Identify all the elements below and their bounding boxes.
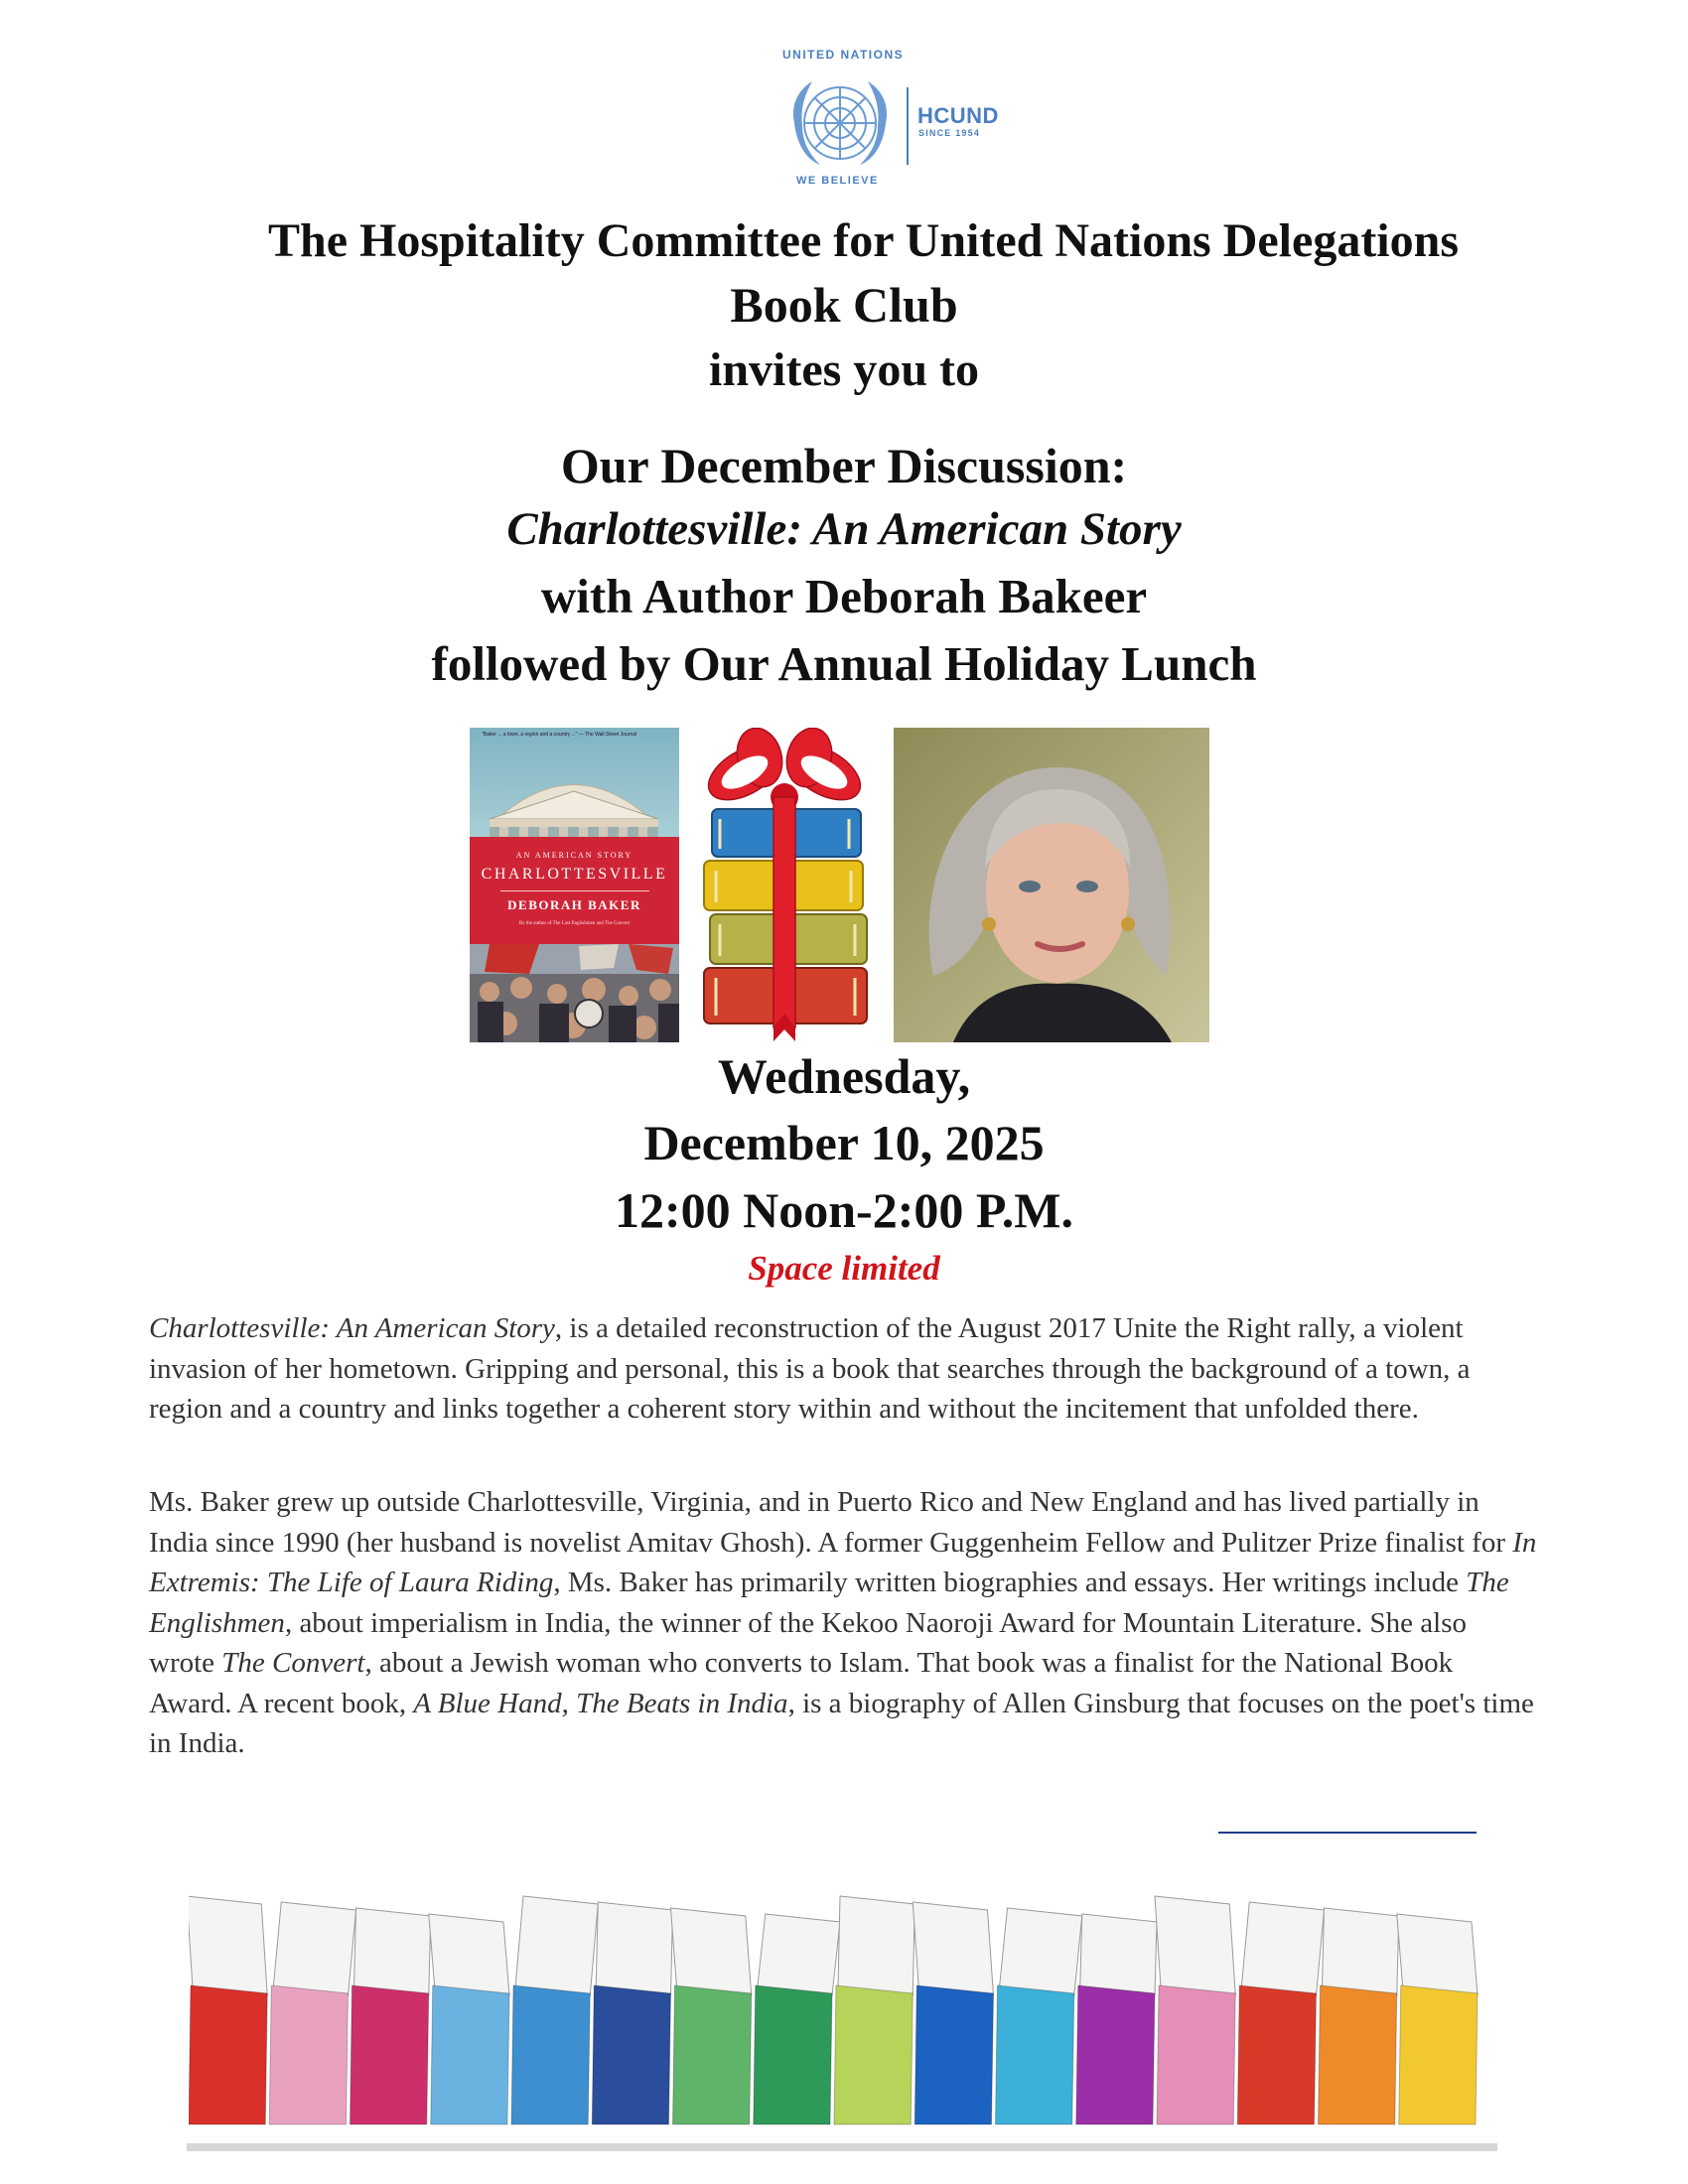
- hcund-logo: [774, 44, 1013, 193]
- cover-author: DEBORAH BAKER: [507, 897, 641, 912]
- bio-text: , Ms. Baker has primarily written biographies and essays. Her writings include: [553, 1567, 1467, 1598]
- book-description: [149, 1308, 1539, 1430]
- description-text: , is a detailed reconstruction of the August 2017 Unite the Right rally, a violent invasion of her hometown. Gripping and personal, this is a book that searches through the background of a town, a region and a country and links together a coherent story within and without the incitement that unfolded there.: [149, 1312, 1471, 1425]
- shelf-book: [511, 1896, 598, 2124]
- bookshelf-icon: [189, 1876, 1479, 2134]
- bio-text: , is a biography of Allen Ginsburg that focuses on the poet's time in India.: [149, 1687, 1534, 1759]
- description-book-title: Charlottesville: An American Story: [149, 1312, 555, 1344]
- bio-book-extremis: In Extremis: The Life of Laura Riding: [149, 1526, 1537, 1598]
- shelf-book: [269, 1902, 355, 2124]
- shelf-floor: [187, 2143, 1497, 2151]
- shelf-book: [429, 1914, 509, 2124]
- book-cover-image: [470, 728, 679, 1042]
- author-bio: [149, 1482, 1539, 1764]
- gift-books-icon: [690, 728, 879, 1042]
- author-portrait: [894, 728, 1209, 1042]
- shelf-book: [1319, 1908, 1399, 2124]
- shelf-book: [1076, 1914, 1157, 2124]
- space-limited-note: Space limited: [748, 1249, 940, 1288]
- event-day: Wednesday,: [717, 1048, 971, 1104]
- underline-rule: [1218, 1832, 1477, 1834]
- logo-since: SINCE 1954: [918, 128, 981, 138]
- cover-title-band: [470, 837, 679, 944]
- book-title: Charlottesville: An American Story: [506, 503, 1182, 555]
- shelf-book: [754, 1914, 840, 2124]
- logo-bottom-text: WE BELIEVE: [796, 175, 879, 187]
- logo-divider: [907, 87, 909, 165]
- bio-book-convert: The Convert: [221, 1647, 365, 1679]
- shelf-book: [1397, 1914, 1477, 2124]
- shelf-book: [189, 1896, 267, 2124]
- shelf-book: [996, 1908, 1082, 2124]
- shelf-book: [671, 1908, 752, 2124]
- cover-subtitle: AN AMERICAN STORY: [515, 851, 633, 860]
- discussion-heading: Our December Discussion:: [560, 438, 1128, 493]
- invite-line: invites you to: [708, 343, 979, 396]
- crowd-photo: [470, 944, 679, 1042]
- bio-book-englishmen: The Englishmen: [149, 1567, 1509, 1639]
- author-line: with Author Deborah Bakeer: [540, 569, 1148, 623]
- shelf-book: [1237, 1902, 1324, 2124]
- club-title: Book Club: [730, 277, 958, 333]
- cover-byline: By the author of The Last Englishmen and The Convert: [518, 921, 631, 926]
- logo-top-text: UNITED NATIONS: [782, 48, 905, 62]
- lunch-line: followed by Our Annual Holiday Lunch: [431, 636, 1257, 691]
- shelf-book: [351, 1908, 431, 2124]
- shelf-book: [1155, 1896, 1235, 2124]
- shelf-book: [913, 1902, 993, 2124]
- shelf-book: [834, 1896, 914, 2124]
- un-emblem-icon: [780, 69, 900, 181]
- bio-book-blue-hand: A Blue Hand, The Beats in India: [413, 1687, 788, 1719]
- bio-text: Ms. Baker grew up outside Charlottesville, Virginia, and in Puerto Rico and New England and has lived partially in India since 1990 (her husband is novelist Amitav Ghosh). A former Guggenheim Fellow and Pulitzer Prize finalist for: [149, 1486, 1513, 1559]
- event-date: December 10, 2025: [643, 1115, 1045, 1170]
- event-time: 12:00 Noon-2:00 P.M.: [614, 1182, 1073, 1238]
- cover-rule: [500, 890, 649, 891]
- logo-org-abbr: HCUND: [917, 103, 999, 128]
- cover-title: CHARLOTTESVILLE: [481, 866, 668, 883]
- shelf-book: [592, 1902, 672, 2124]
- bio-text: , about a Jewish woman who converts to Islam. That book was a finalist for the National Book Award. A recent book,: [149, 1647, 1454, 1719]
- cover-quote: "Baker ... a town, a region and a country ..." — The Wall Street Journal: [482, 732, 637, 738]
- bio-text: , about imperialism in India, the winner of the Kekoo Naoroji Award for Mountain Literature. She also wrote: [149, 1606, 1467, 1679]
- organization-name: The Hospitality Committee for United Nations Delegations: [268, 214, 1460, 267]
